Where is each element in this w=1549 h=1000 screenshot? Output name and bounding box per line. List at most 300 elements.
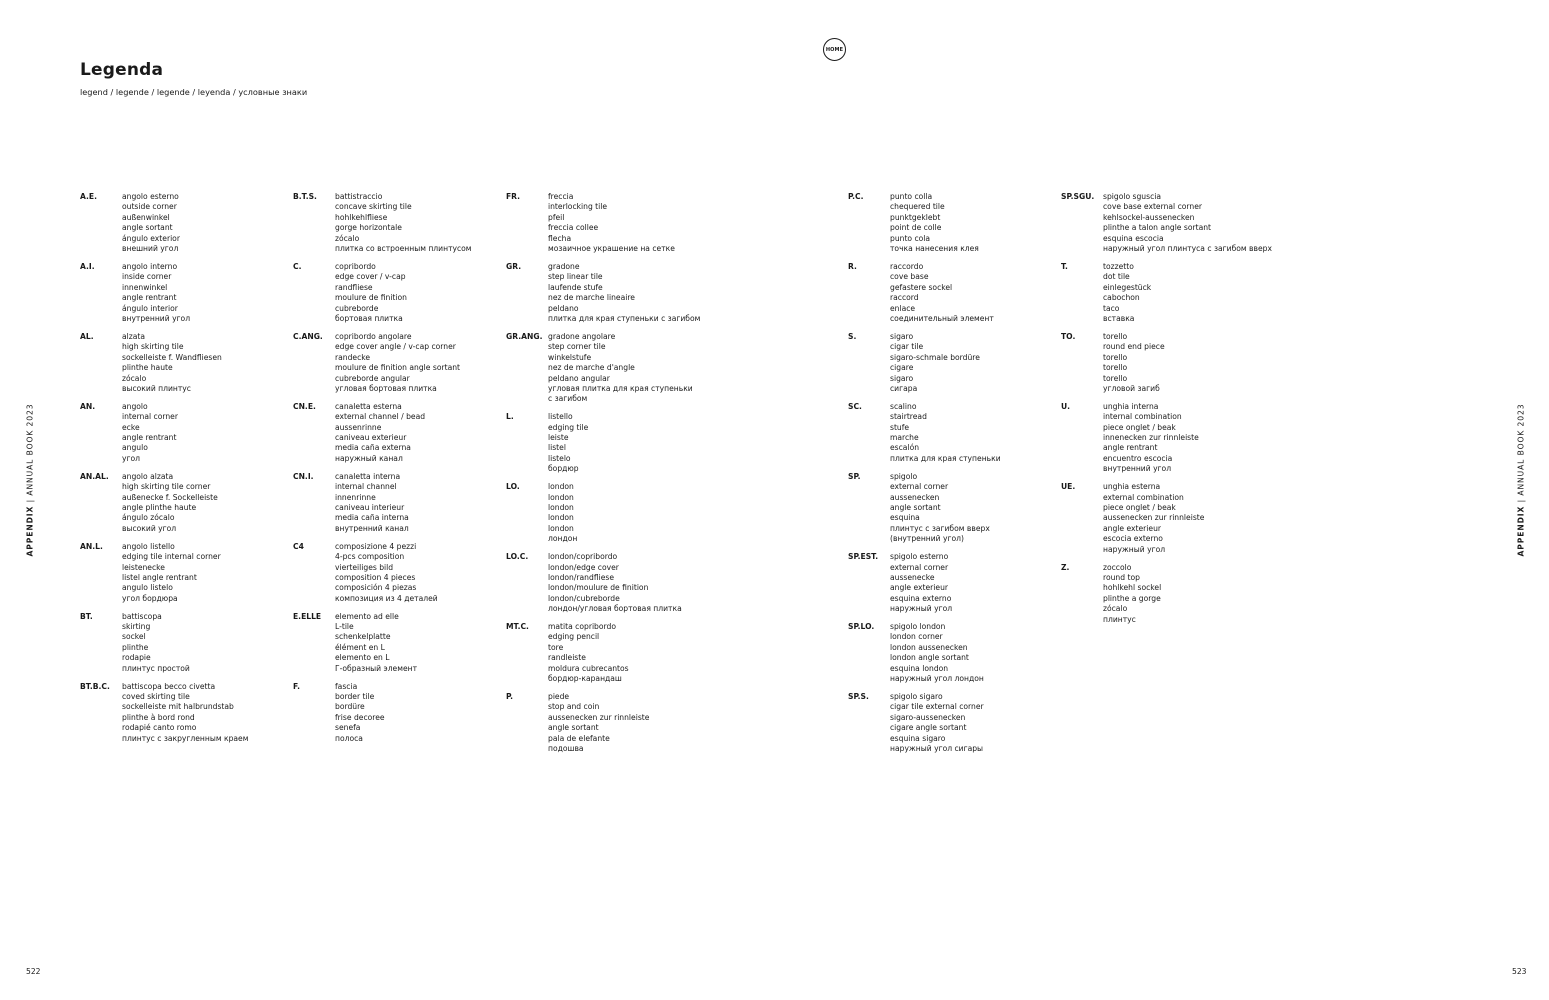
legend-definition-line: composition 4 pieces — [335, 572, 416, 582]
legend-definition-line: aussenecken zur rinnleiste — [1103, 513, 1205, 523]
legend-abbreviation: SC. — [848, 401, 862, 411]
legend-definition-line: taco — [1103, 303, 1120, 313]
legend-definition-line: Г-образный элемент — [335, 663, 418, 673]
legend-definition-line: плитка для края ступеньки — [890, 453, 1001, 463]
legend-abbreviation: GR.ANG. — [506, 331, 543, 341]
legend-definitions — [548, 692, 649, 754]
legend-abbreviation: MT.C. — [506, 622, 529, 632]
legend-definition-line: listello — [548, 412, 573, 422]
page-number-right: 523 — [1512, 967, 1527, 976]
legend-definitions — [335, 682, 385, 744]
legend-abbreviation: SP.LO. — [848, 622, 875, 632]
legend-abbreviation: CN.E. — [293, 401, 316, 411]
legend-definition-line: nez de marche lineaire — [548, 293, 635, 303]
legend-abbreviation: B.T.S. — [293, 192, 317, 201]
legend-definition-line: moulure de finition — [335, 293, 407, 303]
legend-definition-line: бортовая плитка — [335, 313, 403, 323]
legend-definition-line: наружный угол сигары — [890, 744, 984, 753]
legend-definition-line: zócalo — [1103, 604, 1128, 614]
legend-definition-line: cubreborde angular — [335, 373, 410, 383]
side-label-left-rest: | ANNUAL BOOK 2023 — [25, 403, 35, 506]
legend-definition-line: external combination — [1103, 492, 1184, 502]
legend-definitions — [122, 612, 190, 674]
legend-definition-line: лондон/угловая бортовая плитка — [548, 604, 682, 614]
legend-definition-line: rodapié canto romo — [122, 723, 197, 733]
legend-definition-line: elemento ad elle — [335, 611, 399, 621]
legend-column-3 — [506, 192, 700, 762]
legend-entry — [1061, 192, 1272, 254]
legend-definition-line: london corner — [890, 632, 943, 642]
legend-definition-line: плитка со встроенным плинтусом — [335, 244, 472, 254]
legend-definition-line: angle rentrant — [1103, 443, 1158, 453]
legend-definition-line: stairtread — [890, 412, 927, 422]
legend-definition-line: vierteiliges bild — [335, 562, 394, 572]
legend-definition-line: freccia — [548, 192, 574, 201]
legend-definition-line: london aussenecken — [890, 642, 968, 652]
legend-definition-line: плинтус — [1103, 614, 1136, 624]
legend-definitions — [122, 262, 190, 324]
home-button[interactable] — [823, 38, 846, 61]
legend-definition-line: (внутренний угол) — [890, 534, 964, 544]
legend-definition-line: точка нанесения клея — [890, 244, 979, 254]
legend-definitions — [1103, 482, 1204, 555]
legend-definition-line: композиция из 4 деталей — [335, 593, 438, 603]
legend-abbreviation: T. — [1061, 261, 1068, 271]
legend-definition-line: наружный угол — [1103, 544, 1166, 554]
legend-definition-line: gefastere sockel — [890, 282, 953, 292]
legend-abbreviation: BT. — [80, 611, 93, 621]
legend-definition-line: cigare — [890, 363, 914, 373]
legend-definition-line: pala de elefante — [548, 733, 610, 743]
legend-entry — [848, 262, 1001, 324]
legend-definition-line: composición 4 piezas — [335, 583, 417, 593]
legend-definitions — [122, 402, 178, 464]
legend-definition-line: spigolo — [890, 471, 918, 481]
legend-abbreviation: GR. — [506, 261, 522, 271]
legend-entry — [848, 192, 1001, 254]
legend-abbreviation: F. — [293, 681, 300, 691]
legend-abbreviation: C.ANG. — [293, 331, 323, 341]
legend-entry — [293, 472, 472, 534]
legend-definition-line: chequered tile — [890, 202, 945, 212]
legend-definition-line: plinthe a gorge — [1103, 593, 1161, 603]
legend-definition-line: london angle sortant — [890, 653, 969, 663]
legend-definition-line: london — [548, 492, 574, 502]
legend-entry — [80, 192, 248, 254]
legend-definition-line: innenwinkel — [122, 282, 168, 292]
legend-definition-line: enlace — [890, 303, 916, 313]
legend-definition-line: punktgeklebt — [890, 212, 941, 222]
home-button-label: HOME — [825, 46, 844, 53]
legend-definitions — [890, 262, 994, 324]
legend-entry — [80, 612, 248, 674]
legend-definition-line: außenecke f. Sockelleiste — [122, 492, 218, 502]
legend-definition-line: gradone — [548, 261, 580, 271]
legend-abbreviation: A.E. — [80, 192, 97, 201]
legend-abbreviation: CN.I. — [293, 471, 314, 481]
legend-definition-line: london/randfliese — [548, 572, 615, 582]
legend-definition-line: edging tile internal corner — [122, 552, 221, 562]
legend-definition-line: angolo esterno — [122, 192, 179, 201]
legend-definition-line: torello — [1103, 352, 1128, 362]
legend-definitions — [548, 262, 700, 324]
legend-definition-line: наружный угол плинтуса с загибом вверх — [1103, 244, 1272, 254]
legend-definition-line: piede — [548, 691, 570, 701]
legend-definition-line: cigar tile — [890, 342, 924, 352]
legend-definition-line: sigaro-schmale bordüre — [890, 352, 980, 362]
legend-definition-line: high skirting tile corner — [122, 482, 211, 492]
side-label-right — [1517, 404, 1526, 557]
legend-abbreviation: S. — [848, 331, 857, 341]
legend-definition-line: внутренний угол — [1103, 464, 1172, 474]
legend-entry — [293, 612, 472, 674]
legend-definitions — [335, 332, 460, 394]
legend-entry — [1061, 563, 1272, 625]
legend-abbreviation: P. — [506, 691, 514, 701]
legend-definition-line: внутренний угол — [122, 313, 191, 323]
legend-definition-line: external corner — [890, 562, 949, 572]
legend-definitions — [890, 552, 952, 614]
legend-entry — [506, 412, 700, 474]
legend-entry — [848, 472, 1001, 545]
legend-definition-line: бордюр — [548, 464, 579, 474]
legend-definition-line: лондон — [548, 534, 578, 544]
legend-column-5 — [1061, 192, 1272, 632]
legend-definition-line: angle plinthe haute — [122, 502, 197, 512]
legend-definition-line: matita copribordo — [548, 622, 616, 632]
legend-definition-line: elemento en L — [335, 653, 390, 663]
legend-definition-line: hohlkehl sockel — [1103, 583, 1162, 593]
side-label-right-bold: APPENDIX — [1516, 505, 1526, 557]
legend-entry — [80, 332, 248, 394]
legend-definition-line: listel — [548, 443, 566, 453]
legend-definition-line: caniveau interieur — [335, 502, 405, 512]
legend-definition-line: угол — [122, 453, 140, 463]
legend-definition-line: internal corner — [122, 412, 178, 422]
legend-abbreviation: AN.AL. — [80, 471, 109, 481]
legend-definition-line: aussenecke — [890, 572, 935, 582]
legend-definitions — [548, 622, 629, 684]
legend-definition-line: вставка — [1103, 313, 1135, 323]
legend-definition-line: scalino — [890, 401, 917, 411]
legend-definition-line: skirting — [122, 622, 151, 632]
legend-definition-line: angle sortant — [890, 502, 941, 512]
legend-abbreviation: AL. — [80, 331, 94, 341]
legend-definition-line: cabochon — [1103, 293, 1140, 303]
legend-definitions — [890, 402, 1001, 464]
legend-definitions — [335, 472, 409, 534]
page-subtitle: legend / legende / legende / leyenda / условные знаки — [80, 87, 308, 97]
legend-definition-line: внутренний канал — [335, 523, 409, 533]
legend-definition-line: spigolo sigaro — [890, 691, 943, 701]
legend-definition-line: composizione 4 pezzi — [335, 541, 417, 551]
legend-definition-line: battiscopa — [122, 611, 162, 621]
legend-definition-line: подошва — [548, 744, 584, 753]
legend-abbreviation: AN.L. — [80, 541, 103, 551]
legend-definition-line: sigaro — [890, 331, 914, 341]
legend-definition-line: angle rentrant — [122, 293, 177, 303]
legend-definition-line: tore — [548, 642, 564, 652]
legend-entry — [506, 482, 700, 544]
legend-definitions — [335, 402, 425, 464]
legend-definition-line: gorge horizontale — [335, 223, 402, 233]
legend-definition-line: randecke — [335, 352, 371, 362]
legend-definition-line: pfeil — [548, 212, 565, 222]
legend-definitions — [1103, 262, 1151, 324]
legend-definition-line: senefa — [335, 723, 361, 733]
side-label-left — [26, 404, 35, 557]
legend-abbreviation: SP.SGU. — [1061, 192, 1095, 201]
legend-definition-line: ángulo exterior — [122, 233, 180, 243]
legend-definition-line: round top — [1103, 572, 1140, 582]
legend-definition-line: L-tile — [335, 622, 354, 632]
legend-definition-line: raccord — [890, 293, 919, 303]
legend-definitions — [890, 692, 984, 754]
legend-definition-line: randfliese — [335, 282, 373, 292]
legend-definition-line: internal channel — [335, 482, 397, 492]
legend-definition-line: angulo — [122, 443, 148, 453]
legend-definition-line: élément en L — [335, 642, 385, 652]
legend-entry — [80, 402, 248, 464]
legend-definition-line: sockel — [122, 632, 146, 642]
legend-definitions — [122, 332, 222, 394]
legend-definition-line: aussenecken — [890, 492, 940, 502]
legend-definitions — [548, 552, 682, 614]
legend-definition-line: angle exterieur — [1103, 523, 1162, 533]
legend-definition-line: плинтус простой — [122, 663, 190, 673]
legend-definition-line: соединительный элемент — [890, 313, 994, 323]
legend-definition-line: angolo alzata — [122, 471, 174, 481]
legend-definition-line: piece onglet / beak — [1103, 422, 1176, 432]
legend-definition-line: плитка для края ступеньки с загибом — [548, 313, 701, 323]
legend-definitions — [1103, 192, 1272, 254]
legend-definitions — [122, 192, 180, 254]
legend-definition-line: полоса — [335, 733, 363, 743]
legend-definition-line: sockelleiste f. Wandfliesen — [122, 352, 222, 362]
legend-definition-line: sigaro — [890, 373, 914, 383]
legend-abbreviation: SP.EST. — [848, 552, 879, 562]
legend-definition-line: battistraccio — [335, 192, 383, 201]
legend-definitions — [1103, 402, 1199, 475]
legend-definition-line: 4-pcs composition — [335, 552, 405, 562]
legend-definition-line: угловая плитка для края ступеньки — [548, 383, 693, 393]
legend-definition-line: aussenrinne — [335, 422, 382, 432]
legend-definition-line: ecke — [122, 422, 140, 432]
legend-definition-line: peldano angular — [548, 373, 610, 383]
legend-abbreviation: LO.C. — [506, 552, 529, 562]
legend-definition-line: cubreborde — [335, 303, 379, 313]
legend-definition-line: london/edge cover — [548, 562, 619, 572]
legend-definition-line: rodapie — [122, 653, 151, 663]
legend-entry — [1061, 332, 1272, 394]
legend-definition-line: plinthe — [122, 642, 149, 652]
legend-definition-line: external corner — [890, 482, 949, 492]
legend-abbreviation: LO. — [506, 482, 520, 492]
legend-definitions — [335, 542, 438, 604]
legend-abbreviation: UE. — [1061, 482, 1076, 492]
legend-column-2 — [293, 192, 472, 752]
legend-entry — [1061, 482, 1272, 555]
legend-definition-line: london/copribordo — [548, 552, 618, 562]
legend-definition-line: innenrinne — [335, 492, 376, 502]
legend-definition-line: torello — [1103, 373, 1128, 383]
legend-definition-line: flecha — [548, 233, 572, 243]
legend-definition-line: плинтус с закругленным краем — [122, 733, 249, 743]
legend-definitions — [122, 472, 218, 534]
legend-definitions — [335, 262, 407, 324]
legend-definition-line: spigolo esterno — [890, 552, 949, 562]
legend-definition-line: london/moulure de finition — [548, 583, 649, 593]
legend-definition-line: external channel / bead — [335, 412, 426, 422]
legend-definition-line: edging tile — [548, 422, 589, 432]
legend-definition-line: spigolo london — [890, 622, 946, 632]
legend-definition-line: angle sortant — [122, 223, 173, 233]
legend-entry — [1061, 262, 1272, 324]
legend-definition-line: бордюр-карандаш — [548, 674, 622, 684]
legend-definition-line: sigaro-aussenecken — [890, 712, 966, 722]
legend-column-4 — [848, 192, 1001, 762]
legend-definition-line: alzata — [122, 331, 146, 341]
legend-entry — [293, 402, 472, 464]
legend-definition-line: plinthe a talon angle sortant — [1103, 223, 1212, 233]
legend-definition-line: dot tile — [1103, 272, 1130, 282]
legend-definition-line: esquina sigaro — [890, 733, 946, 743]
legend-definition-line: unghia esterna — [1103, 482, 1161, 492]
legend-definitions — [890, 472, 990, 545]
legend-definition-line: наружный канал — [335, 453, 403, 463]
legend-definition-line: media caña externa — [335, 443, 411, 453]
legend-definition-line: angolo listello — [122, 541, 175, 551]
legend-definition-line: cove base — [890, 272, 929, 282]
legend-definition-line: plinthe à bord rond — [122, 712, 195, 722]
legend-definitions — [548, 192, 675, 254]
page-number-left: 522 — [26, 967, 41, 976]
legend-definition-line: punto colla — [890, 192, 933, 201]
legend-definition-line: piece onglet / beak — [1103, 502, 1176, 512]
legend-entry — [848, 552, 1001, 614]
legend-definition-line: угол бордюра — [122, 593, 178, 603]
legend-definitions — [335, 612, 417, 674]
legend-definition-line: высокий плинтус — [122, 383, 191, 393]
legend-definition-line: cigare angle sortant — [890, 723, 967, 733]
legend-definition-line: fascia — [335, 681, 358, 691]
legend-definition-line: frise decoree — [335, 712, 385, 722]
legend-definition-line: angolo interno — [122, 261, 178, 271]
legend-definition-line: randleiste — [548, 653, 586, 663]
legend-entry — [80, 542, 248, 604]
legend-definition-line: esquina externo — [890, 593, 952, 603]
legend-entry — [848, 622, 1001, 684]
legend-definition-line: internal combination — [1103, 412, 1182, 422]
legend-definition-line: stop and coin — [548, 702, 600, 712]
legend-entry — [506, 622, 700, 684]
legend-entry — [293, 682, 472, 744]
legend-entry — [848, 692, 1001, 754]
legend-definition-line: ángulo interior — [122, 303, 178, 313]
legend-definitions — [890, 332, 980, 394]
legend-entry — [506, 262, 700, 324]
side-label-right-rest: | ANNUAL BOOK 2023 — [1516, 403, 1526, 506]
legend-definition-line: listel angle rentrant — [122, 572, 197, 582]
legend-definition-line: laufende stufe — [548, 282, 603, 292]
legend-definition-line: escocia externo — [1103, 534, 1163, 544]
legend-definition-line: coved skirting tile — [122, 691, 190, 701]
legend-definition-line: einlegestück — [1103, 282, 1152, 292]
legend-definition-line: innenecken zur rinnleiste — [1103, 433, 1199, 443]
legend-entry — [1061, 402, 1272, 475]
legend-definition-line: cigar tile external corner — [890, 702, 984, 712]
legend-definition-line: мозаичное украшение на сетке — [548, 244, 675, 254]
legend-entry — [293, 262, 472, 324]
legend-definition-line: angolo — [122, 401, 148, 411]
legend-definition-line: angle sortant — [548, 723, 599, 733]
legend-definition-line: esquina — [890, 513, 920, 523]
legend-definition-line: outside corner — [122, 202, 177, 212]
legend-abbreviation: Z. — [1061, 562, 1070, 572]
legend-definition-line: tozzetto — [1103, 261, 1134, 271]
legend-definition-line: kehlsockel-aussenecken — [1103, 212, 1195, 222]
legend-definition-line: с загибом — [548, 394, 588, 404]
legend-definition-line: esquina london — [890, 663, 949, 673]
legend-definitions — [548, 482, 577, 544]
legend-abbreviation: BT.B.C. — [80, 681, 110, 691]
legend-definition-line: london — [548, 502, 574, 512]
legend-abbreviation: C. — [293, 261, 302, 271]
legend-definition-line: london/cubreborde — [548, 593, 620, 603]
legend-definition-line: border tile — [335, 691, 375, 701]
legend-definition-line: canaletta esterna — [335, 401, 402, 411]
legend-definition-line: angle rentrant — [122, 433, 177, 443]
legend-definition-line: listelo — [548, 453, 571, 463]
legend-entry — [80, 262, 248, 324]
legend-definitions — [122, 542, 221, 604]
side-label-left-bold: APPENDIX — [25, 505, 35, 557]
legend-definition-line: moldura cubrecantos — [548, 663, 629, 673]
legend-definition-line: leistenecke — [122, 562, 165, 572]
legend-definition-line: interlocking tile — [548, 202, 608, 212]
legend-definitions — [1103, 332, 1165, 394]
legend-definition-line: copribordo angolare — [335, 331, 412, 341]
legend-definition-line: unghia interna — [1103, 401, 1159, 411]
legend-entry — [80, 472, 248, 534]
legend-definition-line: high skirting tile — [122, 342, 184, 352]
legend-definition-line: media caña interna — [335, 513, 409, 523]
legend-definition-line: stufe — [890, 422, 910, 432]
legend-definition-line: punto cola — [890, 233, 931, 243]
legend-definition-line: zoccolo — [1103, 562, 1132, 572]
legend-column-1 — [80, 192, 248, 752]
legend-definition-line: inside corner — [122, 272, 172, 282]
legend-abbreviation: C4 — [293, 541, 304, 551]
legend-definition-line: aussenecken zur rinnleiste — [548, 712, 650, 722]
legend-definition-line: hohlkehlfliese — [335, 212, 388, 222]
legend-abbreviation: SP.S. — [848, 691, 869, 701]
legend-definition-line: angulo listelo — [122, 583, 173, 593]
legend-abbreviation: FR. — [506, 192, 521, 201]
legend-entry — [506, 332, 700, 405]
legend-definition-line: внешний угол — [122, 244, 179, 254]
legend-definition-line: copribordo — [335, 261, 376, 271]
legend-definition-line: concave skirting tile — [335, 202, 412, 212]
legend-definition-line: spigolo sguscia — [1103, 192, 1162, 201]
legend-definitions — [890, 622, 984, 684]
legend-definition-line: сигара — [890, 383, 918, 393]
legend-definition-line: zócalo — [122, 373, 147, 383]
legend-definition-line: zócalo — [335, 233, 360, 243]
legend-definition-line: london — [548, 523, 574, 533]
legend-definition-line: angle exterieur — [890, 583, 949, 593]
legend-entry — [506, 192, 700, 254]
